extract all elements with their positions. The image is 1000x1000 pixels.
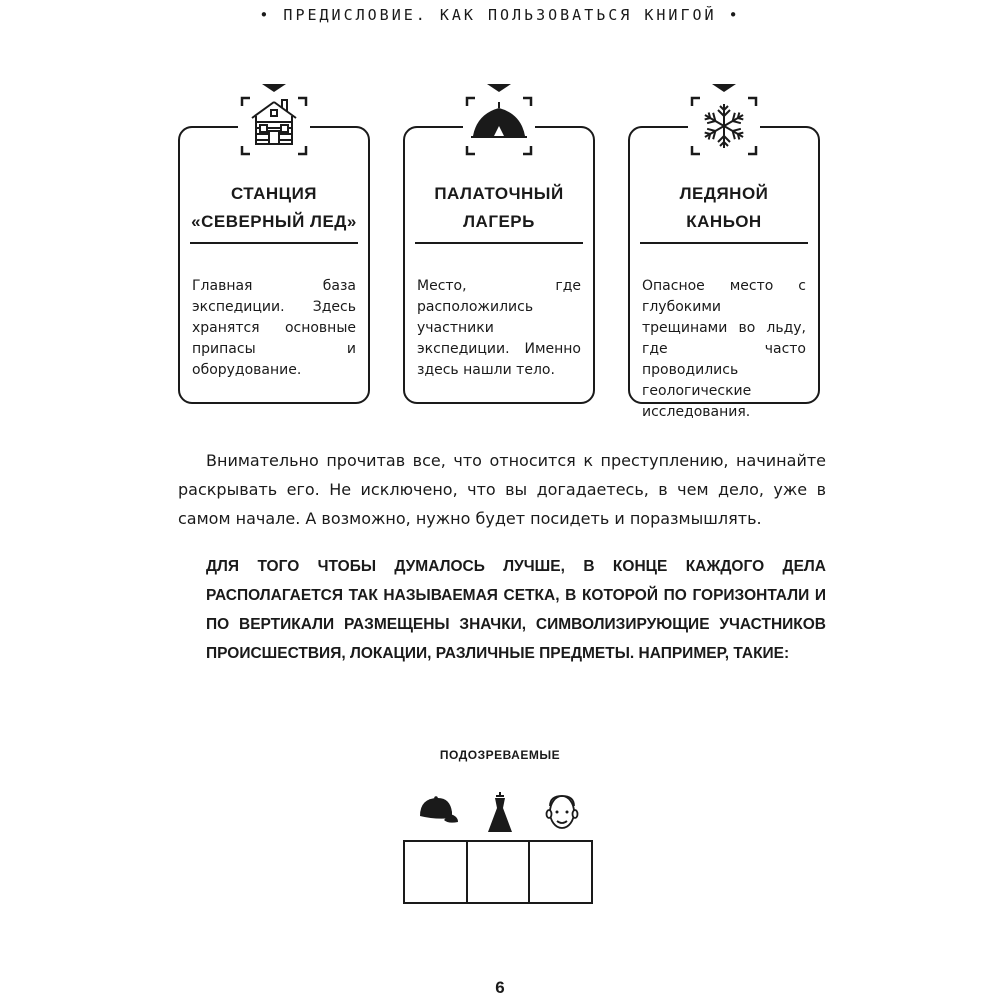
face-icon bbox=[538, 790, 586, 834]
page-number: 6 bbox=[495, 978, 505, 997]
card-title: ПАЛАТОЧНЫЙ ЛАГЕРЬ bbox=[434, 184, 564, 231]
grid-cell[interactable] bbox=[405, 842, 468, 902]
cap-icon bbox=[414, 790, 462, 834]
running-head: • ПРЕДИСЛОВИЕ. КАК ПОЛЬЗОВАТЬСЯ КНИГОЙ • bbox=[259, 6, 741, 24]
suspects-grid bbox=[403, 840, 593, 904]
dress-icon bbox=[476, 790, 524, 834]
card-divider bbox=[415, 242, 583, 244]
log-cabin-icon bbox=[238, 84, 310, 164]
grid-label: ПОДОЗРЕВАЕМЫЕ bbox=[439, 748, 561, 762]
card-title: ЛЕДЯНОЙ КАНЬОН bbox=[679, 184, 769, 231]
card-divider bbox=[190, 242, 358, 244]
location-card-canyon bbox=[628, 126, 820, 420]
card-description: Главная база экспедиции. Здесь хранятся основные припасы и оборудование. bbox=[192, 278, 356, 378]
location-card-camp bbox=[403, 126, 595, 404]
grid-cell[interactable] bbox=[468, 842, 531, 902]
body-paragraph: Внимательно прочитав все, что относится к преступлению, начинайте раскрывать его. Не исключено, что вы догадаетесь, в чем дело, уже в самом начале. А возможно, нужно будет посидеть и поразмышлять. bbox=[178, 451, 826, 528]
caps-paragraph: ДЛЯ ТОГО ЧТОБЫ ДУМАЛОСЬ ЛУЧШЕ, В КОНЦЕ КАЖДОГО ДЕЛА РАСПОЛАГАЕТСЯ ТАК НАЗЫВАЕМАЯ СЕТКА, В КОТОРОЙ ПО ГОРИЗОНТАЛИ И ПО ВЕРТИКАЛИ РАЗМЕЩЕНЫ ЗНАЧКИ, СИМВОЛИЗИРУЮЩИЕ УЧАСТНИКОВ ПРОИСШЕСТВИЯ, ЛОКАЦИИ, РАЗЛИЧНЫЕ ПРЕДМЕТЫ. НАПРИМЕР, ТАКИЕ: bbox=[206, 558, 826, 662]
card-title: СТАНЦИЯ «СЕВЕРНЫЙ ЛЕД» bbox=[191, 184, 357, 231]
location-card-station bbox=[178, 126, 370, 404]
card-divider bbox=[640, 242, 808, 244]
card-description: Место, где расположились участники экспедиции. Именно здесь нашли тело. bbox=[417, 278, 581, 378]
card-description: Опасное место с глубокими трещинами во льду, где часто проводились геологические исследования. bbox=[642, 278, 806, 420]
grid-cell[interactable] bbox=[530, 842, 591, 902]
tent-icon bbox=[463, 84, 535, 164]
snowflake-icon bbox=[688, 84, 760, 164]
